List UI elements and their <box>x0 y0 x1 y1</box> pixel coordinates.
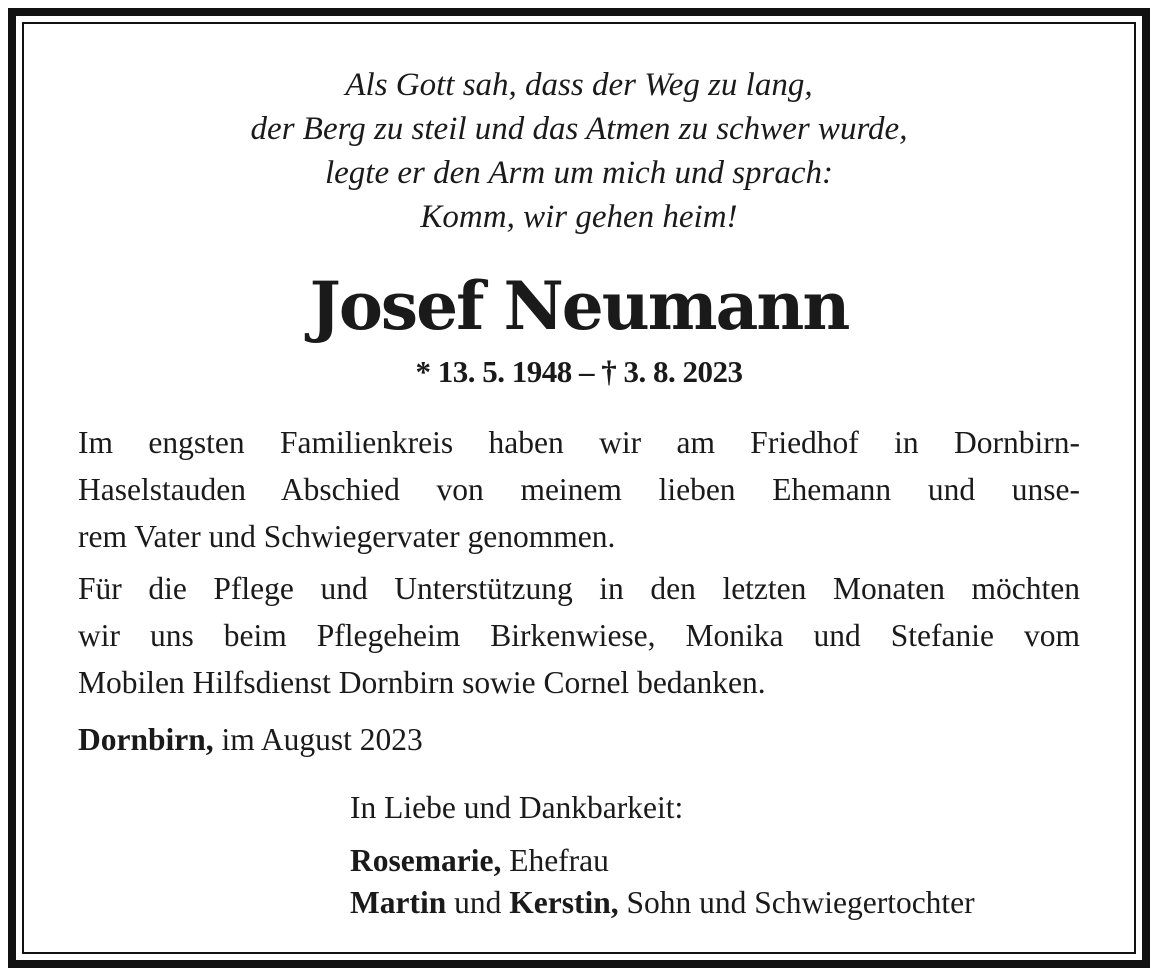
signer-name: Martin <box>350 885 447 920</box>
life-dates: * 13. 5. 1948 – † 3. 8. 2023 <box>415 354 743 389</box>
signature-intro: In Liebe und Dankbarkeit: <box>350 790 684 825</box>
signature-line-children <box>350 882 1110 924</box>
place-date <box>78 716 423 763</box>
deceased-name: Josef Neumann <box>309 267 849 345</box>
signature-line-wife <box>350 840 1110 882</box>
poem <box>0 63 1158 239</box>
paragraph-line: rem Vater und Schwiegervater genommen. <box>78 519 616 554</box>
signer-name: Kerstin, <box>509 885 619 920</box>
paragraph-line: Mobilen Hilfsdienst Dornbirn sowie Cornel bedanken. <box>78 665 766 700</box>
poem-line: Als Gott sah, dass der Weg zu lang, <box>345 67 813 103</box>
poem-line: der Berg zu steil und das Atmen zu schwer wurde, <box>250 111 908 147</box>
signer-name: Rosemarie, <box>350 843 502 878</box>
poem-line: legte er den Arm um mich und sprach: <box>324 155 834 191</box>
paragraph-line: wir uns beim Pflegeheim Birkenwiese, Monika und Stefanie vom <box>78 618 1080 653</box>
poem-line: Komm, wir gehen heim! <box>420 199 738 235</box>
signer-relation: Sohn und Schwiegertochter <box>618 885 975 920</box>
signer-and: und <box>446 885 510 920</box>
paragraph-line: Im engsten Familienkreis haben wir am Friedhof in Dornbirn- <box>78 425 1080 460</box>
date: im August 2023 <box>213 722 423 757</box>
place: Dornbirn, <box>78 722 214 757</box>
paragraph-thanks <box>78 565 1080 706</box>
paragraph-farewell <box>78 419 1080 560</box>
paragraph-line: Für die Pflege und Unterstützung in den letzten Monaten möchten <box>78 571 1080 606</box>
paragraph-line: Haselstauden Abschied von meinem lieben Ehemann und unse- <box>78 472 1080 507</box>
signer-relation: Ehefrau <box>501 843 609 878</box>
